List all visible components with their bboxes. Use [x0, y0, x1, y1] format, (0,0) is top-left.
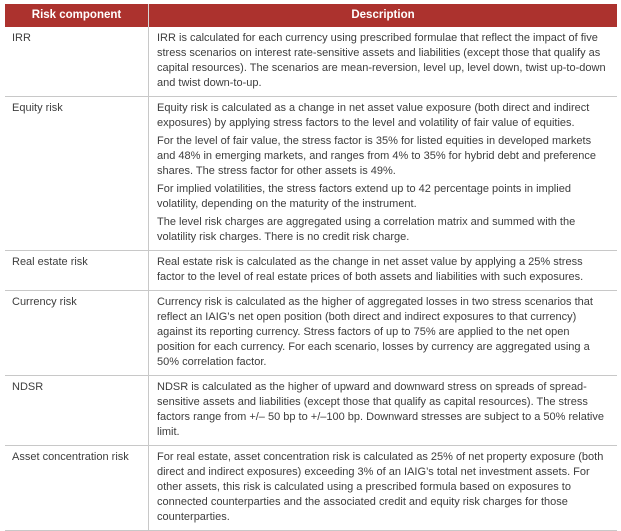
description-paragraph: NDSR is calculated as the higher of upward and downward stress on spreads of spread-sensitive assets and liabilities (except those that qualify as capital resources). The stress factors range from +/– 50 bp to +/–100 bp. Downward stresses are subject to a 50% relative limit. [157, 381, 604, 438]
description-cell [149, 446, 617, 530]
column-header-risk-component: Risk component [5, 4, 149, 27]
table-row-irr [5, 27, 617, 97]
description-cell [149, 251, 617, 290]
description-paragraph: For implied volatilities, the stress factors extend up to 42 percentage points in implied volatility, depending on the maturity of the instrument. [157, 183, 571, 210]
description-paragraph: The level risk charges are aggregated using a correlation matrix and summed with the volatility risk charges. There is no credit risk charge. [157, 216, 576, 243]
table-header-row [5, 4, 617, 27]
description-paragraph: Real estate risk is calculated as the change in net asset value by applying a 25% stress factor to the level of real estate prices of both assets and liabilities with such exposures. [157, 256, 584, 283]
risk-component-cell: Currency risk [5, 291, 149, 375]
risk-components-table [5, 4, 617, 531]
description-paragraph: Equity risk is calculated as a change in net asset value exposure (both direct and indirect exposures) by applying stress factors to the level and volatility of fair value of equities. [157, 102, 590, 129]
risk-component-cell: Equity risk [5, 97, 149, 250]
risk-component-cell: NDSR [5, 376, 149, 445]
table-row-asset-concentration-risk [5, 446, 617, 531]
risk-component-cell: IRR [5, 27, 149, 96]
description-paragraph: For the level of fair value, the stress factor is 35% for listed equities in developed markets and 48% in emerging markets, and ranges from 4% to 35% for hybrid debt and preference shares. The stress factor for other assets is 49%. [157, 135, 597, 177]
description-cell [149, 27, 617, 96]
table-row-currency-risk [5, 291, 617, 376]
description-cell [149, 97, 617, 250]
risk-component-cell: Asset concentration risk [5, 446, 149, 530]
table-row-ndsr [5, 376, 617, 446]
column-header-description: Description [351, 9, 415, 21]
description-cell [149, 291, 617, 375]
description-paragraph: Currency risk is calculated as the higher of aggregated losses in two stress scenarios that reflect an IAIG’s net open position (both direct and indirect exposures to that currency) against its reporting currency. Stress factors of up to 75% are applied to the net open position for each currency. For each scenario, losses by currency are aggregated using a 50% correlation factor. [157, 296, 593, 368]
table-row-equity-risk [5, 97, 617, 251]
risk-component-cell: Real estate risk [5, 251, 149, 290]
table-row-real-estate-risk [5, 251, 617, 291]
description-cell [149, 376, 617, 445]
description-paragraph: IRR is calculated for each currency using prescribed formulae that reflect the impact of five stress scenarios on interest rate-sensitive assets and liabilities (except those that qualify as capital resources). The scenarios are mean-reversion, level up, level down, twist up-to-down and twist down-to-up. [157, 32, 606, 89]
description-paragraph: For real estate, asset concentration risk is calculated as 25% of net property exposure (both direct and indirect exposures) exceeding 3% of an IAIG’s total net investment assets. For other assets, this risk is calculated using a prescribed formula based on exposures to connected counterparties and the associated credit and equity risk charges for those counterparties. [157, 451, 604, 523]
